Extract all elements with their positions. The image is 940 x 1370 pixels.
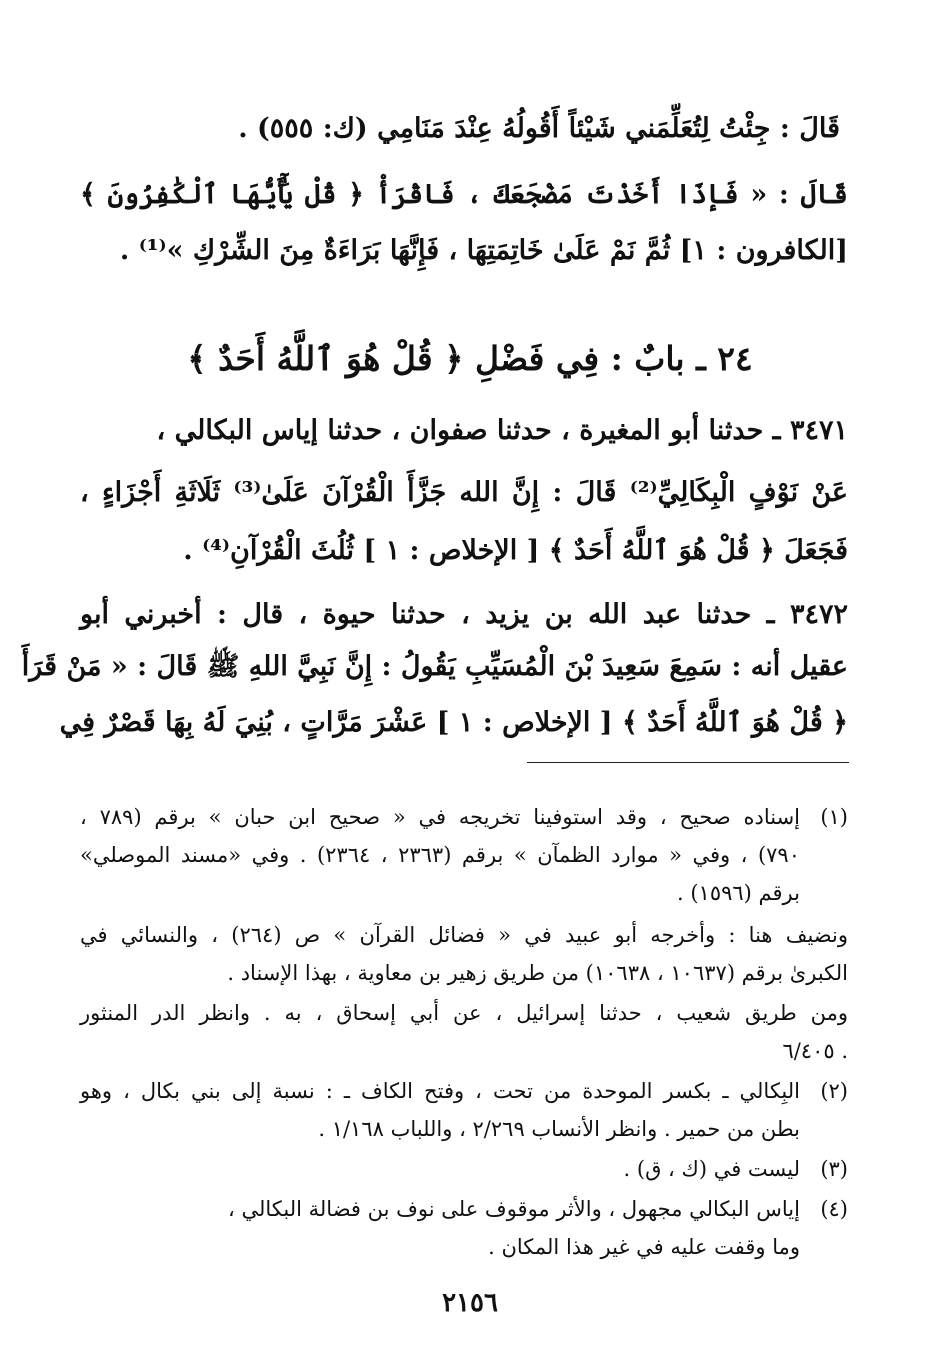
footnote-number: (٤): [820, 1197, 848, 1221]
footnote-line: الكبرىٰ برقم (١٠٦٣٧ ، ١٠٦٣٨) من طريق زهير بن معاوية ، بهذا الإسناد .: [227, 961, 848, 985]
footnote-line: ليست في (ك ، ق) .: [623, 1157, 800, 1181]
chapter-heading: ٢٤ ـ بابٌ : فِي فَضْلِ ﴿ قُلْ هُوَ ٱللَّهُ أَحَدٌ ﴾: [187, 339, 753, 378]
footnote-line: بطن من حمير . وانظر الأنساب ٢/٢٦٩ ، واللباب ١/١٦٨ .: [318, 1117, 800, 1141]
footnote-line: إسناده صحيح ، وقد استوفينا تخريجه في « صحيح ابن حبان » برقم (٧٨٩ ،: [80, 805, 800, 829]
footnote-line: ٧٩٠) ، وفي « موارد الظمآن » برقم (٢٣٦٣ ، ٢٣٦٤) . وفي «مسند الموصلي»: [80, 843, 800, 867]
footnote-line: ونضيف هنا : وأخرجه أبو عبيد في « فضائل القرآن » ص (٢٦٤) ، والنسائي في: [80, 923, 849, 947]
main-text-line: [الكافرون : ١] ثُمَّ نَمْ عَلَىٰ خَاتِمَتِهَا ، فَإِنَّهَا بَرَاءَةٌ مِنَ الشِّرْكِ »⁽¹⁾ .: [119, 235, 848, 266]
footnote-number: (١): [820, 805, 848, 829]
footnote-number: (٣): [820, 1157, 848, 1181]
footnote-line: ٦/٤٠٥ .: [782, 1039, 848, 1063]
footnote-line: وما وقفت عليه في غير هذا المكان .: [488, 1235, 800, 1259]
main-text-line: قَالَ : « فَإذَا أَخَذْتَ مَضْجَعَكَ ، فَاقْرَأْ ﴿ قُلْ يَٰٓأَيُّهَا ٱلْكَٰفِرُونَ ﴾: [80, 179, 848, 210]
footnote-line: برقم (١٥٩٦) .: [677, 881, 800, 905]
footnote-number: (٢): [820, 1079, 848, 1103]
hadith-3471-line: عَنْ نَوْفٍ الْبِكَالِيِّ⁽²⁾ قَالَ : إِنَّ الله جَزَّأَ الْقُرْآنَ عَلَىٰ⁽³⁾ ثَلَاثَةِ أَجْزَاءٍ ،: [80, 477, 849, 508]
hadith-3471-line: ٣٤٧١ ـ حدثنا أبو المغيرة ، حدثنا صفوان ، حدثنا إياس البكالي ،: [156, 415, 848, 446]
footnote-line: البِكالي ـ بكسر الموحدة من تحت ، وفتح الكاف ـ : نسبة إلى بني بكال ، وهو: [80, 1079, 800, 1103]
hadith-3472-line: ﴿ قُلْ هُوَ ٱللَّهُ أَحَدٌ ﴾ [ الإخلاص : ١ ] عَشْرَ مَرَّاتٍ ، بُنِيَ لَهُ بِهَا قَصْرٌ فِي: [59, 707, 848, 738]
hadith-3471-line: فَجَعَلَ ﴿ قُلْ هُوَ ٱللَّهُ أَحَدٌ ﴾ [ الإخلاص : ١ ] ثُلُثَ الْقُرْآنِ⁽⁴⁾ .: [183, 535, 848, 566]
hadith-3472-line: ٣٤٧٢ ـ حدثنا عبد الله بن يزيد ، حدثنا حيوة ، قال : أخبرني أبو: [80, 599, 848, 630]
hadith-3472-line: عقيل أنه : سَمِعَ سَعِيدَ بْنَ الْمُسَيِّبِ يَقُولُ : إِنَّ نَبِيَّ اللهِ ﷺ قَالَ : « مَنْ قَرَأَ: [21, 651, 848, 682]
main-text-line: قَالَ : جِئْتُ لِتُعَلِّمَني شَيْئاً أَقُولُهُ عِنْدَ مَنَامِي (ك: ٥٥٥) .: [238, 113, 840, 144]
footnote-line: ومن طريق شعيب ، حدثنا إسرائيل ، عن أبي إسحاق ، به . وانظر الدر المنثور: [80, 1001, 848, 1025]
page-number: ٢١٥٦: [442, 1288, 498, 1318]
footnote-line: إياس البكالي مجهول ، والأثر موقوف على نوف بن فضالة البكالي ،: [228, 1197, 800, 1221]
footnote-separator: [527, 762, 849, 763]
